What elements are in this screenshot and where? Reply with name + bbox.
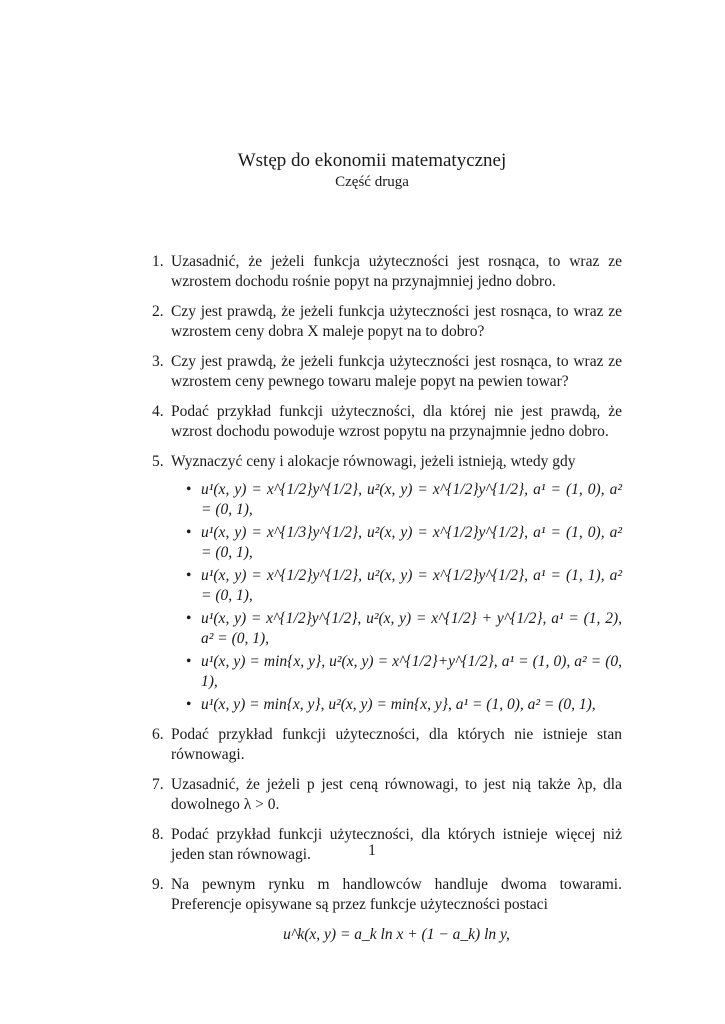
bullet-item: [171, 609, 622, 649]
exercise-number: 9.: [152, 876, 164, 893]
bullet-icon: •: [186, 567, 192, 584]
exercise-number: 4.: [152, 403, 164, 420]
exercise-number: 1.: [152, 253, 164, 270]
bullet-item: [171, 695, 622, 715]
exercise-number: 2.: [152, 303, 164, 320]
exercise-number: 3.: [152, 353, 164, 370]
exercise-item: [152, 775, 622, 815]
bullet-list: [171, 480, 622, 715]
exercise-item: [152, 402, 622, 442]
bullet-item: [171, 480, 622, 520]
bullet-icon: •: [186, 696, 192, 713]
bullet-item: [171, 523, 622, 563]
exercise-item: [152, 352, 622, 392]
exercise-text: Czy jest prawdą, że jeżeli funkcja użyteczności jest rosnąca, to wraz ze wzrostem ceny dobra X maleje popyt na to dobro?: [171, 303, 622, 340]
bullet-formula: u¹(x, y) = x^{1/2}y^{1/2}, u²(x, y) = x^{1/2}y^{1/2}, a¹ = (1, 0), a² = (0, 1),: [201, 481, 622, 518]
utility-formula: u^k(x, y) = a_k ln x + (1 − a_k) ln y,: [283, 926, 510, 943]
exercise-item: [152, 452, 622, 715]
exercise-item: [152, 302, 622, 342]
document-subtitle: Część druga: [335, 174, 409, 190]
bullet-item: [171, 566, 622, 606]
bullet-icon: •: [186, 653, 192, 670]
exercise-text: Podać przykład funkcji użyteczności, dla których istnieje więcej niż jeden stan równowagi.: [171, 826, 622, 863]
exercise-text: Uzasadnić, że jeżeli p jest ceną równowagi, to jest nią także λp, dla dowolnego λ > 0.: [171, 776, 622, 813]
exercise-number: 7.: [152, 776, 164, 793]
bullet-formula: u¹(x, y) = x^{1/2}y^{1/2}, u²(x, y) = x^{1/2}y^{1/2}, a¹ = (1, 1), a² = (0, 1),: [201, 567, 622, 604]
bullet-formula: u¹(x, y) = min{x, y}, u²(x, y) = min{x, y}, a¹ = (1, 0), a² = (0, 1),: [201, 696, 596, 713]
bullet-formula: u¹(x, y) = x^{1/2}y^{1/2}, u²(x, y) = x^{1/2} + y^{1/2}, a¹ = (1, 2), a² = (0, 1),: [201, 610, 622, 647]
exercise-number: 8.: [152, 826, 164, 843]
exercise-text: Czy jest prawdą, że jeżeli funkcja użyteczności jest rosnąca, to wraz ze wzrostem ceny pewnego towaru maleje popyt na pewien towar?: [171, 353, 622, 390]
bullet-formula: u¹(x, y) = min{x, y}, u²(x, y) = x^{1/2}+y^{1/2}, a¹ = (1, 0), a² = (0, 1),: [201, 653, 622, 690]
exercise-item: [152, 875, 622, 945]
bullet-icon: •: [186, 481, 192, 498]
page-number: 1: [368, 842, 376, 859]
exercise-number: 5.: [152, 453, 164, 470]
exercise-item: [152, 252, 622, 292]
exercise-item: [152, 725, 622, 765]
bullet-icon: •: [186, 610, 192, 627]
bullet-formula: u¹(x, y) = x^{1/3}y^{1/2}, u²(x, y) = x^{1/2}y^{1/2}, a¹ = (1, 0), a² = (0, 1),: [201, 524, 622, 561]
exercise-text: Podać przykład funkcji użyteczności, dla których nie istnieje stan równowagi.: [171, 726, 622, 763]
exercise-text: Uzasadnić, że jeżeli funkcja użyteczności jest rosnąca, to wraz ze wzrostem dochodu rośnie popyt na przynajmniej jedno dobro.: [171, 253, 622, 290]
bullet-icon: •: [186, 524, 192, 541]
exercise-number: 6.: [152, 726, 164, 743]
exercise-text: Na pewnym rynku m handlowców handluje dwoma towarami. Preferencje opisywane są przez funkcje użyteczności postaci: [171, 876, 622, 913]
exercise-text: Wyznaczyć ceny i alokacje równowagi, jeżeli istnieją, wtedy gdy: [171, 453, 576, 470]
document-title: Wstęp do ekonomii matematycznej: [237, 150, 507, 171]
exercise-text: Podać przykład funkcji użyteczności, dla której nie jest prawdą, że wzrost dochodu powoduje wzrost popytu na przynajmnie jedno dobro.: [171, 403, 622, 440]
bullet-item: [171, 652, 622, 692]
